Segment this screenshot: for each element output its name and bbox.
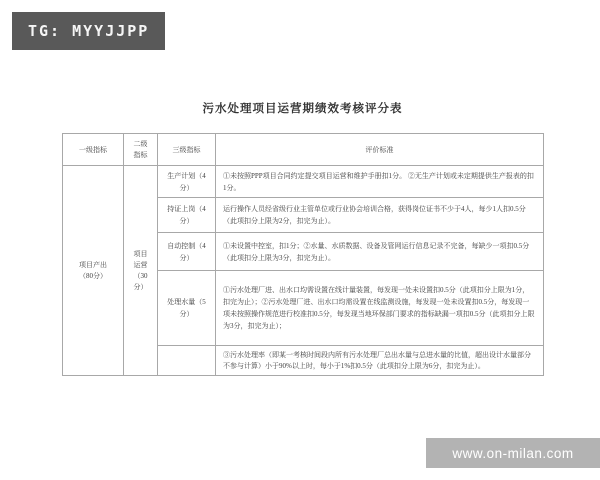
header-level2 xyxy=(124,134,158,166)
table-header-row xyxy=(63,134,544,166)
level1-indicator-label: 项目产出（80分） xyxy=(79,260,107,280)
cell-criteria-automatic-control: ①未设置中控室，扣1分；②水量、水质数据、设备及管网运行信息记录不完备，每缺少一项扣0.5分（此项扣分上限为3分，扣完为止）。 xyxy=(216,233,544,271)
cell-criteria-production-plan: ①未按照PPP项目合同约定提交项目运营和维护手册扣1分。 ②无生产计划或未定期提供生产报表的扣1分。 xyxy=(216,166,544,198)
indicator-label: 生产计划（4分） xyxy=(167,171,206,192)
header-criteria: 评价标准 xyxy=(216,134,544,166)
cell-indicator-production-plan xyxy=(158,166,216,198)
indicator-label: 自动控制（4分） xyxy=(167,241,206,262)
cell-criteria-treated-volume: ①污水处理厂进、出水口均需设置在线计量装置，每发现一处未设置扣0.5分（此项扣分上限为1分，扣完为止）；②污水处理厂进、出水口均需设置在线监测设施，每发现一处未设置扣0.5分，每发现一项未按照操作规范进行校准扣0.5分，每发现当地环保部门要求的指标缺漏一项扣0.5分（此项扣分上限为3分，扣完为止）； xyxy=(216,271,544,346)
cell-indicator-empty xyxy=(158,346,216,376)
cell-indicator-automatic-control xyxy=(158,233,216,271)
level2-indicator-label: 项目运营（30分） xyxy=(133,249,148,291)
cell-criteria-certified-posts: 运行操作人员经省级行业主管单位或行业协会培训合格，获得岗位证书不少于4人，每少1人扣0.5分（此项扣分上限为2分，扣完为止）。 xyxy=(216,198,544,233)
table-row xyxy=(63,166,544,198)
score-table xyxy=(62,133,544,376)
indicator-label: 处理水量（5分） xyxy=(167,298,206,318)
cell-indicator-certified-posts xyxy=(158,198,216,233)
header-level2-label: 二级指标 xyxy=(133,139,148,159)
cell-level1-indicator xyxy=(63,166,124,376)
site-watermark: www.on-milan.com xyxy=(426,438,600,468)
cell-level2-indicator xyxy=(124,166,158,376)
cell-criteria-treatment-rate: ③污水处理率（即某一考核时间段内所有污水处理厂总出水量与总进水量的比值，超出设计水量部分不参与计算）小于90%以上时，每小于1%扣0.5分（此项扣分上限为6分，扣完为止）。 xyxy=(216,346,544,376)
cell-indicator-treated-volume xyxy=(158,271,216,346)
indicator-label: 持证上岗（4分） xyxy=(167,205,206,225)
page-title: 污水处理项目运营期绩效考核评分表 xyxy=(202,103,403,115)
header-level3: 三级指标 xyxy=(158,134,216,166)
header-level1: 一级指标 xyxy=(63,134,124,166)
tg-watermark-badge: TG: MYYJJPP xyxy=(12,12,165,50)
